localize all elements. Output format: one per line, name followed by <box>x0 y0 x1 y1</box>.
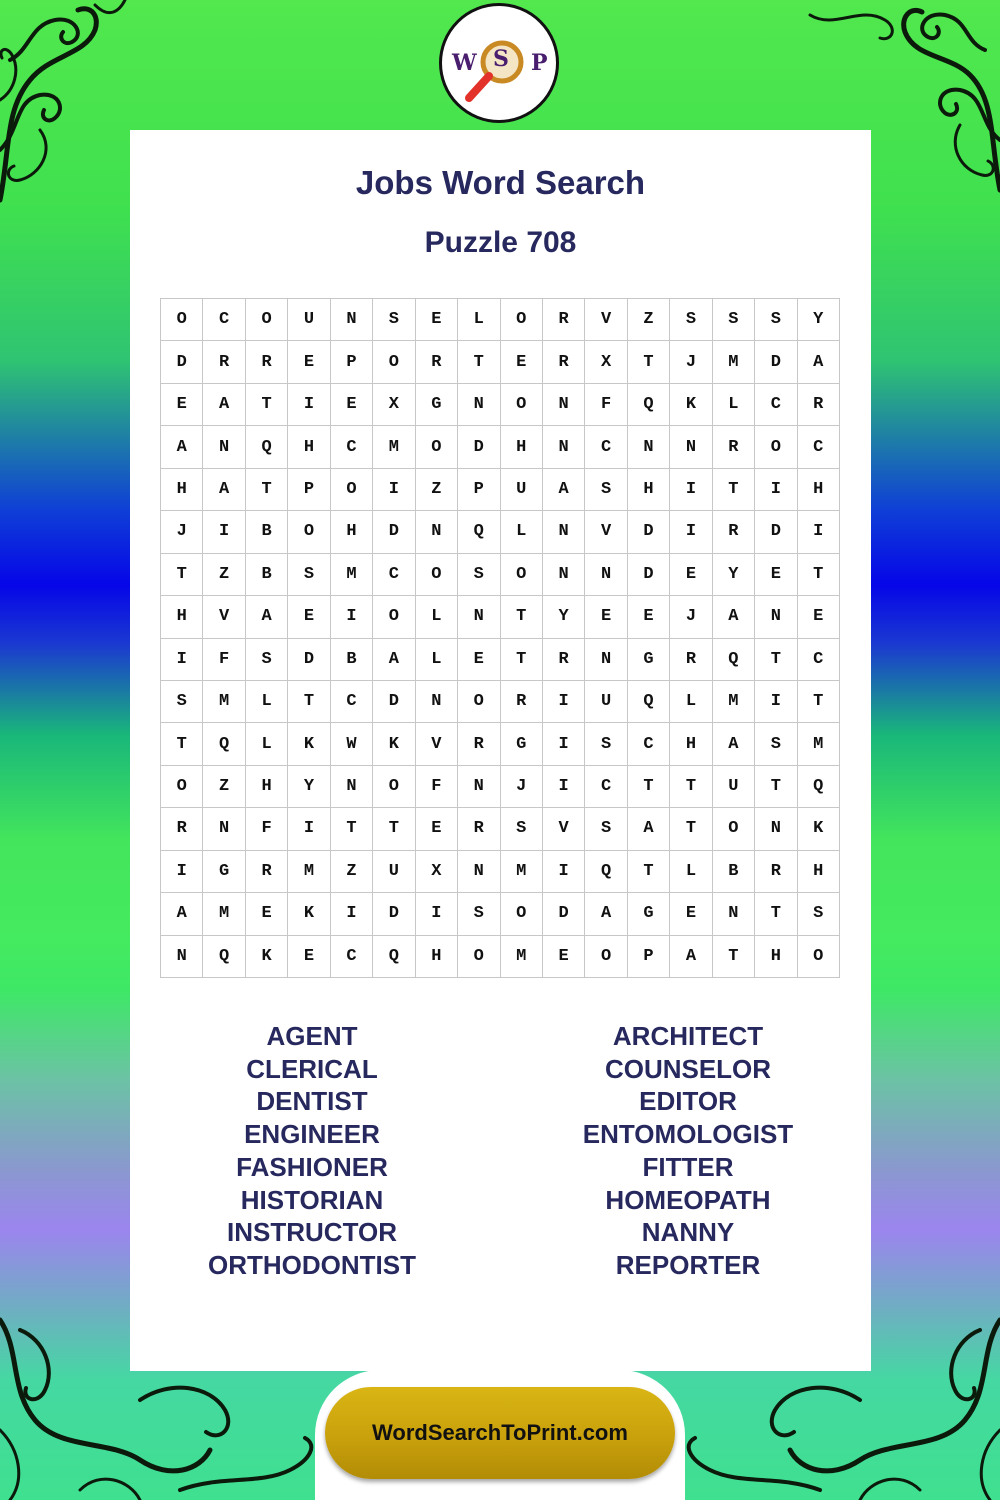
grid-cell[interactable]: N <box>416 681 458 723</box>
grid-cell[interactable]: R <box>458 808 500 850</box>
grid-cell[interactable]: N <box>203 426 245 468</box>
grid-cell[interactable]: J <box>501 766 543 808</box>
grid-cell[interactable]: N <box>755 596 797 638</box>
grid-cell[interactable]: V <box>203 596 245 638</box>
grid-cell[interactable]: A <box>203 469 245 511</box>
grid-cell[interactable]: C <box>373 554 415 596</box>
grid-cell[interactable]: R <box>161 808 203 850</box>
grid-cell[interactable]: E <box>670 893 712 935</box>
grid-cell[interactable]: Z <box>416 469 458 511</box>
grid-cell[interactable]: T <box>755 893 797 935</box>
grid-cell[interactable]: M <box>203 893 245 935</box>
grid-cell[interactable]: M <box>501 851 543 893</box>
grid-cell[interactable]: C <box>755 384 797 426</box>
grid-cell[interactable]: T <box>798 681 840 723</box>
grid-cell[interactable]: V <box>585 299 627 341</box>
grid-cell[interactable]: S <box>246 639 288 681</box>
grid-cell[interactable]: R <box>713 511 755 553</box>
grid-cell[interactable]: Q <box>373 936 415 978</box>
grid-cell[interactable]: Z <box>331 851 373 893</box>
grid-cell[interactable]: S <box>288 554 330 596</box>
grid-cell[interactable]: A <box>713 596 755 638</box>
grid-cell[interactable]: G <box>203 851 245 893</box>
grid-cell[interactable]: T <box>628 766 670 808</box>
grid-cell[interactable]: O <box>501 554 543 596</box>
grid-cell[interactable]: J <box>670 341 712 383</box>
grid-cell[interactable]: U <box>373 851 415 893</box>
grid-cell[interactable]: H <box>416 936 458 978</box>
word-list-item: NANNY <box>641 1217 735 1248</box>
grid-cell[interactable]: F <box>416 766 458 808</box>
grid-cell[interactable]: S <box>585 723 627 765</box>
grid-cell[interactable]: Q <box>585 851 627 893</box>
grid-cell[interactable]: H <box>628 469 670 511</box>
grid-cell[interactable]: A <box>628 808 670 850</box>
grid-cell[interactable]: E <box>288 596 330 638</box>
grid-cell[interactable]: O <box>585 936 627 978</box>
grid-cell[interactable]: O <box>246 299 288 341</box>
grid-cell[interactable]: O <box>501 893 543 935</box>
grid-cell[interactable]: B <box>246 511 288 553</box>
grid-cell[interactable]: C <box>628 723 670 765</box>
grid-cell[interactable]: S <box>755 299 797 341</box>
grid-cell[interactable]: U <box>501 469 543 511</box>
grid-cell[interactable]: E <box>331 384 373 426</box>
grid-cell[interactable]: N <box>670 426 712 468</box>
word-list-item: COUNSELOR <box>604 1053 772 1084</box>
grid-cell[interactable]: E <box>755 554 797 596</box>
word-list-item: INSTRUCTOR <box>227 1217 397 1248</box>
grid-cell[interactable]: H <box>755 936 797 978</box>
grid-cell[interactable]: C <box>331 681 373 723</box>
grid-cell[interactable]: M <box>713 341 755 383</box>
grid-cell[interactable]: J <box>670 596 712 638</box>
grid-cell[interactable]: M <box>373 426 415 468</box>
grid-cell[interactable]: N <box>203 808 245 850</box>
grid-cell[interactable]: T <box>670 766 712 808</box>
grid-cell[interactable]: T <box>501 639 543 681</box>
grid-cell[interactable]: P <box>628 936 670 978</box>
grid-cell[interactable]: H <box>798 851 840 893</box>
grid-cell[interactable]: E <box>798 596 840 638</box>
grid-cell[interactable]: A <box>373 639 415 681</box>
grid-cell[interactable]: A <box>161 426 203 468</box>
grid-cell[interactable]: E <box>543 936 585 978</box>
grid-cell[interactable]: V <box>585 511 627 553</box>
grid-cell[interactable]: I <box>161 639 203 681</box>
grid-cell[interactable]: N <box>416 511 458 553</box>
letter-grid <box>160 298 840 978</box>
grid-cell[interactable]: I <box>331 596 373 638</box>
grid-cell[interactable]: R <box>501 681 543 723</box>
grid-cell[interactable]: S <box>161 681 203 723</box>
grid-cell[interactable]: N <box>585 639 627 681</box>
grid-cell[interactable]: O <box>501 384 543 426</box>
grid-cell[interactable]: T <box>755 639 797 681</box>
grid-cell[interactable]: Q <box>628 384 670 426</box>
grid-cell[interactable]: D <box>543 893 585 935</box>
grid-cell[interactable]: J <box>161 511 203 553</box>
grid-cell[interactable]: C <box>798 426 840 468</box>
grid-cell[interactable]: N <box>543 384 585 426</box>
grid-cell[interactable]: N <box>585 554 627 596</box>
grid-cell[interactable]: R <box>416 341 458 383</box>
grid-cell[interactable]: F <box>246 808 288 850</box>
grid-cell[interactable]: S <box>585 469 627 511</box>
grid-cell[interactable]: S <box>670 299 712 341</box>
grid-cell[interactable]: O <box>373 596 415 638</box>
grid-cell[interactable]: C <box>585 426 627 468</box>
grid-cell[interactable]: D <box>373 681 415 723</box>
grid-cell[interactable]: T <box>628 341 670 383</box>
grid-cell[interactable]: B <box>713 851 755 893</box>
grid-cell[interactable]: D <box>288 639 330 681</box>
word-list-item: FASHIONER <box>236 1151 388 1182</box>
word-list-item: ARCHITECT <box>612 1021 764 1051</box>
grid-cell[interactable]: P <box>288 469 330 511</box>
grid-cell[interactable]: L <box>416 596 458 638</box>
grid-cell[interactable]: E <box>628 596 670 638</box>
grid-cell[interactable]: S <box>585 808 627 850</box>
grid-cell[interactable]: C <box>331 936 373 978</box>
grid-cell[interactable]: X <box>373 384 415 426</box>
grid-cell[interactable]: S <box>798 893 840 935</box>
grid-cell[interactable]: I <box>755 681 797 723</box>
grid-cell[interactable]: G <box>416 384 458 426</box>
word-list-item: ORTHODONTIST <box>208 1249 416 1280</box>
grid-cell[interactable]: T <box>628 851 670 893</box>
grid-cell[interactable]: E <box>416 808 458 850</box>
grid-cell[interactable]: C <box>203 299 245 341</box>
grid-cell[interactable]: O <box>798 936 840 978</box>
grid-cell[interactable]: N <box>628 426 670 468</box>
grid-cell[interactable]: Y <box>798 299 840 341</box>
grid-cell[interactable]: O <box>755 426 797 468</box>
grid-cell[interactable]: T <box>713 469 755 511</box>
word-list-item: ENTOMOLOGIST <box>582 1119 794 1150</box>
grid-cell[interactable]: R <box>246 851 288 893</box>
grid-cell[interactable]: P <box>331 341 373 383</box>
grid-cell[interactable]: K <box>246 936 288 978</box>
grid-cell[interactable]: Y <box>543 596 585 638</box>
grid-cell[interactable]: N <box>543 554 585 596</box>
logo-letter-p: P <box>531 50 548 76</box>
grid-cell[interactable]: E <box>246 893 288 935</box>
grid-cell[interactable]: A <box>203 384 245 426</box>
grid-cell[interactable]: E <box>670 554 712 596</box>
grid-cell[interactable]: I <box>798 511 840 553</box>
grid-cell[interactable]: Y <box>713 554 755 596</box>
grid-cell[interactable]: O <box>713 808 755 850</box>
grid-cell[interactable]: R <box>543 639 585 681</box>
grid-cell[interactable]: T <box>501 596 543 638</box>
grid-cell[interactable]: H <box>161 469 203 511</box>
grid-cell[interactable]: E <box>416 299 458 341</box>
grid-cell[interactable]: G <box>628 893 670 935</box>
grid-cell[interactable]: D <box>755 341 797 383</box>
grid-cell[interactable]: N <box>458 596 500 638</box>
grid-cell[interactable]: N <box>458 851 500 893</box>
page-title: Jobs Word Search <box>355 164 646 201</box>
grid-cell[interactable]: K <box>798 808 840 850</box>
grid-cell[interactable]: R <box>755 851 797 893</box>
grid-cell[interactable]: Z <box>628 299 670 341</box>
grid-cell[interactable]: C <box>798 639 840 681</box>
grid-cell[interactable]: O <box>161 766 203 808</box>
grid-cell[interactable]: O <box>331 469 373 511</box>
grid-cell[interactable]: V <box>543 808 585 850</box>
grid-cell[interactable]: I <box>543 766 585 808</box>
grid-cell[interactable]: C <box>585 766 627 808</box>
grid-cell[interactable]: A <box>798 341 840 383</box>
grid-cell[interactable]: D <box>373 893 415 935</box>
grid-cell[interactable]: F <box>585 384 627 426</box>
grid-cell[interactable]: L <box>670 681 712 723</box>
grid-cell[interactable]: D <box>628 511 670 553</box>
grid-cell[interactable]: T <box>246 384 288 426</box>
grid-cell[interactable]: I <box>755 469 797 511</box>
grid-cell[interactable]: O <box>373 766 415 808</box>
grid-cell[interactable]: Z <box>203 766 245 808</box>
grid-cell[interactable]: T <box>161 554 203 596</box>
grid-cell[interactable]: O <box>416 426 458 468</box>
grid-cell[interactable]: S <box>373 299 415 341</box>
grid-cell[interactable]: O <box>458 681 500 723</box>
grid-cell[interactable]: D <box>161 341 203 383</box>
grid-cell[interactable]: I <box>670 511 712 553</box>
grid-cell[interactable]: L <box>501 511 543 553</box>
grid-cell[interactable]: H <box>798 469 840 511</box>
grid-cell[interactable]: R <box>543 299 585 341</box>
grid-cell[interactable]: M <box>501 936 543 978</box>
grid-cell[interactable]: R <box>203 341 245 383</box>
grid-cell[interactable]: R <box>798 384 840 426</box>
grid-cell[interactable]: Q <box>458 511 500 553</box>
grid-cell[interactable]: K <box>288 893 330 935</box>
grid-cell[interactable]: H <box>501 426 543 468</box>
grid-cell[interactable]: E <box>288 341 330 383</box>
grid-cell[interactable]: I <box>288 384 330 426</box>
grid-cell[interactable]: Q <box>203 723 245 765</box>
grid-cell[interactable]: D <box>628 554 670 596</box>
word-list-item: DENTIST <box>256 1086 368 1117</box>
grid-cell[interactable]: E <box>501 341 543 383</box>
grid-cell[interactable]: S <box>501 808 543 850</box>
grid-cell[interactable]: N <box>543 426 585 468</box>
logo-letter-s: S <box>493 46 509 72</box>
grid-cell[interactable]: D <box>458 426 500 468</box>
grid-cell[interactable]: A <box>585 893 627 935</box>
grid-cell[interactable]: A <box>670 936 712 978</box>
grid-cell[interactable]: O <box>501 299 543 341</box>
grid-cell[interactable]: R <box>670 639 712 681</box>
grid-cell[interactable]: R <box>246 341 288 383</box>
word-list-item: EDITOR <box>639 1086 737 1117</box>
grid-cell[interactable]: N <box>755 808 797 850</box>
grid-cell[interactable]: T <box>458 341 500 383</box>
grid-cell[interactable]: O <box>373 341 415 383</box>
grid-cell[interactable]: Q <box>713 639 755 681</box>
grid-cell[interactable]: L <box>670 851 712 893</box>
grid-cell[interactable]: U <box>585 681 627 723</box>
grid-cell[interactable]: L <box>458 299 500 341</box>
grid-cell[interactable]: T <box>670 808 712 850</box>
word-list-item: REPORTER <box>615 1249 761 1280</box>
grid-cell[interactable]: T <box>288 681 330 723</box>
grid-cell[interactable]: L <box>246 723 288 765</box>
grid-cell[interactable]: X <box>585 341 627 383</box>
word-list-item: HISTORIAN <box>240 1184 384 1215</box>
grid-cell[interactable]: M <box>713 681 755 723</box>
grid-cell[interactable]: O <box>161 299 203 341</box>
grid-cell[interactable]: I <box>288 808 330 850</box>
word-list-item: HOMEOPATH <box>605 1184 771 1215</box>
grid-cell[interactable]: T <box>161 723 203 765</box>
grid-cell[interactable]: H <box>161 596 203 638</box>
wsp-logo[interactable] <box>439 3 559 123</box>
grid-cell[interactable]: Q <box>798 766 840 808</box>
grid-cell[interactable]: P <box>458 469 500 511</box>
grid-cell[interactable]: T <box>331 808 373 850</box>
grid-cell[interactable]: U <box>288 299 330 341</box>
word-list-item: ENGINEER <box>244 1119 380 1150</box>
grid-cell[interactable]: Q <box>628 681 670 723</box>
grid-cell[interactable]: H <box>246 766 288 808</box>
grid-cell[interactable]: B <box>246 554 288 596</box>
grid-cell[interactable]: N <box>543 511 585 553</box>
grid-cell[interactable]: H <box>670 723 712 765</box>
grid-cell[interactable]: G <box>501 723 543 765</box>
site-link-button[interactable]: WordSearchToPrint.com <box>325 1387 675 1479</box>
grid-cell[interactable]: C <box>331 426 373 468</box>
grid-cell[interactable]: Y <box>288 766 330 808</box>
grid-cell[interactable]: M <box>331 554 373 596</box>
grid-cell[interactable]: O <box>458 936 500 978</box>
grid-cell[interactable]: I <box>161 851 203 893</box>
grid-cell[interactable]: T <box>373 808 415 850</box>
grid-cell[interactable]: O <box>416 554 458 596</box>
grid-cell[interactable]: R <box>458 723 500 765</box>
word-list-item: CLERICAL <box>246 1053 378 1084</box>
grid-cell[interactable]: T <box>246 469 288 511</box>
grid-cell[interactable]: X <box>416 851 458 893</box>
grid-cell[interactable]: S <box>713 299 755 341</box>
grid-cell[interactable]: E <box>288 936 330 978</box>
grid-cell[interactable]: A <box>713 723 755 765</box>
grid-cell[interactable]: L <box>713 384 755 426</box>
grid-cell[interactable]: N <box>161 936 203 978</box>
grid-cell[interactable]: V <box>416 723 458 765</box>
puzzle-number: Puzzle 708 <box>424 226 577 259</box>
grid-cell[interactable]: R <box>543 341 585 383</box>
grid-cell[interactable]: I <box>203 511 245 553</box>
grid-cell[interactable]: T <box>755 766 797 808</box>
grid-cell[interactable]: N <box>331 766 373 808</box>
grid-cell[interactable]: A <box>246 596 288 638</box>
top-left-ornament <box>0 0 130 210</box>
grid-cell[interactable]: O <box>288 511 330 553</box>
grid-cell[interactable]: I <box>543 723 585 765</box>
grid-cell[interactable]: T <box>798 554 840 596</box>
grid-cell[interactable]: K <box>670 384 712 426</box>
word-list-item: AGENT <box>266 1021 358 1051</box>
grid-cell[interactable]: M <box>798 723 840 765</box>
grid-cell[interactable]: I <box>543 851 585 893</box>
grid-cell[interactable]: I <box>543 681 585 723</box>
grid-cell[interactable]: H <box>331 511 373 553</box>
grid-cell[interactable]: L <box>416 639 458 681</box>
grid-cell[interactable]: K <box>288 723 330 765</box>
puzzle-panel <box>130 130 871 1371</box>
grid-cell[interactable]: A <box>543 469 585 511</box>
grid-cell[interactable]: D <box>373 511 415 553</box>
grid-cell[interactable]: S <box>458 893 500 935</box>
grid-cell[interactable]: N <box>458 766 500 808</box>
grid-cell[interactable]: T <box>713 936 755 978</box>
grid-cell[interactable]: M <box>288 851 330 893</box>
grid-cell[interactable]: K <box>373 723 415 765</box>
grid-cell[interactable]: H <box>288 426 330 468</box>
grid-cell[interactable]: E <box>458 639 500 681</box>
grid-cell[interactable]: I <box>670 469 712 511</box>
word-list-right <box>523 1020 853 1282</box>
grid-cell[interactable]: U <box>713 766 755 808</box>
grid-cell[interactable]: I <box>416 893 458 935</box>
word-list-left <box>147 1020 477 1282</box>
grid-cell[interactable]: N <box>331 299 373 341</box>
grid-cell[interactable]: L <box>246 681 288 723</box>
grid-cell[interactable]: M <box>203 681 245 723</box>
grid-cell[interactable]: R <box>713 426 755 468</box>
grid-cell[interactable]: N <box>713 893 755 935</box>
grid-cell[interactable]: A <box>161 893 203 935</box>
grid-cell[interactable]: Q <box>246 426 288 468</box>
grid-cell[interactable]: Q <box>203 936 245 978</box>
grid-cell[interactable]: B <box>331 639 373 681</box>
grid-cell[interactable]: S <box>458 554 500 596</box>
grid-cell[interactable]: S <box>755 723 797 765</box>
grid-cell[interactable]: N <box>458 384 500 426</box>
logo-letter-w: W <box>452 50 477 76</box>
word-list-item: FITTER <box>642 1151 734 1182</box>
grid-cell[interactable]: I <box>373 469 415 511</box>
grid-cell[interactable]: E <box>585 596 627 638</box>
grid-cell[interactable]: I <box>331 893 373 935</box>
grid-cell[interactable]: E <box>161 384 203 426</box>
grid-cell[interactable]: Z <box>203 554 245 596</box>
grid-cell[interactable]: D <box>755 511 797 553</box>
grid-cell[interactable]: W <box>331 723 373 765</box>
grid-cell[interactable]: F <box>203 639 245 681</box>
grid-cell[interactable]: G <box>628 639 670 681</box>
